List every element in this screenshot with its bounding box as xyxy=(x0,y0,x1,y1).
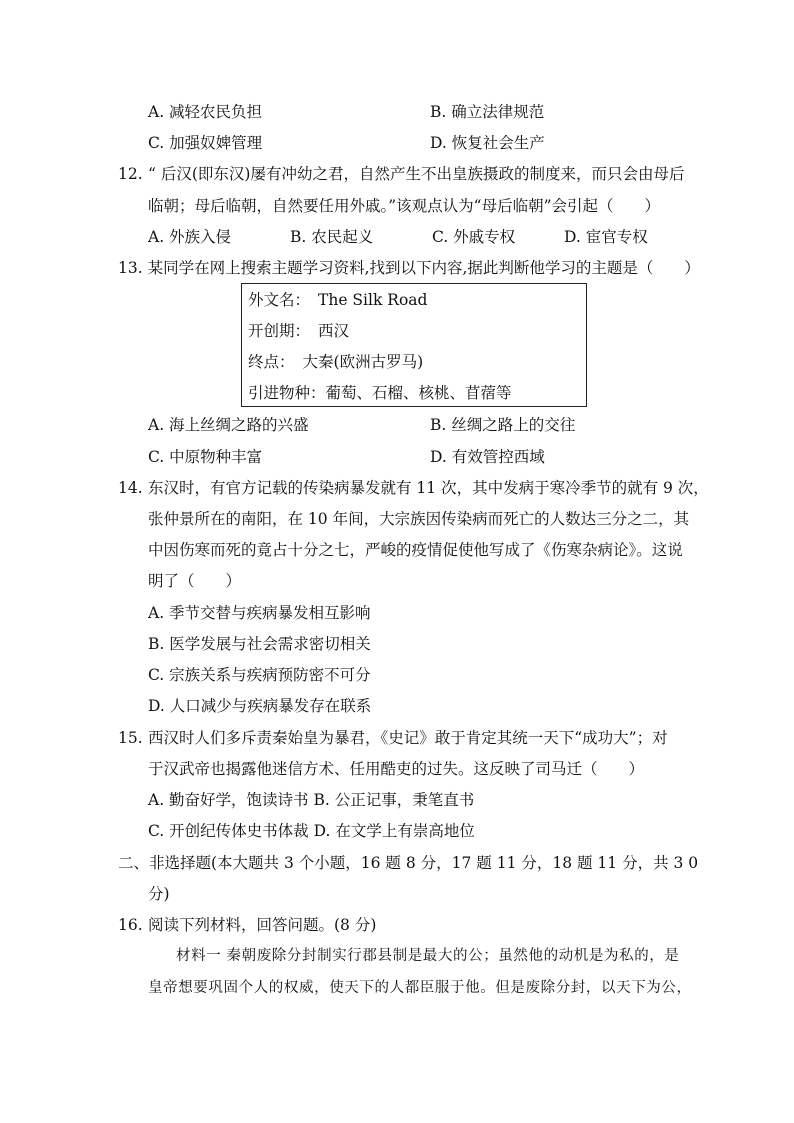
q16-number: 16. xyxy=(118,916,143,934)
q14-stem-line1: 东汉时，有官方记载的传染病暴发就有 11 次，其中发病于寒冷季节的就有 9 次， xyxy=(148,479,709,497)
q13-box-label: 外文名： xyxy=(248,291,311,309)
q13-box-value: 葡萄、石榴、核桃、苜蓿等 xyxy=(325,384,512,402)
q12-stem-line2: 临朝；母后临朝，自然要任用外戚。”该观点认为“母后临朝”会引起（ ） xyxy=(148,197,661,215)
q16-material1-line2: 皇帝想要巩固个人的权威，使天下的人都臣服于他。但是废除分封，以天下为公， xyxy=(148,980,692,996)
q14-option-c[interactable]: C. 宗族关系与疾病预防密不可分 xyxy=(148,666,371,684)
q12-number: 12. xyxy=(118,165,143,183)
q14-stem-line2: 张仲景所在的南阳，在 10 年间，大宗族因传染病而死亡的人数达三分之二，其 xyxy=(148,510,690,528)
section2-heading-line2: 分) xyxy=(148,885,170,903)
q11-option-a[interactable]: A. 减轻农民负担 xyxy=(148,103,263,121)
q13-option-d[interactable]: D. 有效管控西域 xyxy=(430,448,545,466)
q15-number: 15. xyxy=(118,729,143,747)
q15-options-cd[interactable]: C. 开创纪传体史书体裁 D. 在文学上有崇高地位 xyxy=(148,822,475,840)
q11-option-d[interactable]: D. 恢复社会生产 xyxy=(430,134,545,152)
q13-box-row-endpoint xyxy=(248,351,423,373)
section2-heading-line1: 二、非选择题(本大题共 3 个小题，16 题 8 分，17 题 11 分，18 题 11 分，共 3 0 xyxy=(118,854,699,872)
q13-option-a[interactable]: A. 海上丝绸之路的兴盛 xyxy=(148,416,309,434)
q14-option-b[interactable]: B. 医学发展与社会需求密切相关 xyxy=(148,635,371,653)
q12-stem-line1: “ 后汉(即东汉)屡有冲幼之君，自然产生不出皇族摄政的制度来，而只会由母后 xyxy=(148,165,685,183)
q15-stem-line1: 西汉时人们多斥责秦始皇为暴君，《史记》敢于肯定其统一天下“成功大”；对 xyxy=(148,729,668,747)
q14-stem-line4: 明了（ ） xyxy=(148,572,242,590)
q12-option-c[interactable]: C. 外戚专权 xyxy=(432,228,516,246)
q13-box-label: 引进物种： xyxy=(248,384,326,402)
q13-box-row-founding xyxy=(248,320,349,342)
q14-option-d[interactable]: D. 人口减少与疾病暴发存在联系 xyxy=(148,697,372,715)
q12-option-a[interactable]: A. 外族入侵 xyxy=(148,228,232,246)
q13-stem: 13. 某同学在网上搜索主题学习资料,找到以下内容,据此判断他学习的主题是（ ） xyxy=(118,259,700,277)
q13-option-c[interactable]: C. 中原物种丰富 xyxy=(148,448,263,466)
q11-option-c[interactable]: C. 加强奴婢管理 xyxy=(148,134,263,152)
q13-box-row-species xyxy=(248,382,512,404)
q14-stem-line3: 中因伤寒而死的竟占十分之七，严峻的疫情促使他写成了《伤寒杂病论》。这说 xyxy=(148,541,683,559)
q12-option-d[interactable]: D. 宦官专权 xyxy=(564,228,648,246)
q13-box-label: 终点： xyxy=(248,353,295,371)
q13-info-box xyxy=(241,283,587,407)
q12-option-b[interactable]: B. 农民起义 xyxy=(290,228,374,246)
q13-box-value: 大秦(欧洲古罗马) xyxy=(302,353,424,371)
q13-option-b[interactable]: B. 丝绸之路上的交往 xyxy=(430,416,576,434)
q13-box-row-foreign-name xyxy=(248,289,427,311)
q11-option-b[interactable]: B. 确立法律规范 xyxy=(430,103,545,121)
q13-box-label: 开创期： xyxy=(248,322,311,340)
q16-material1-line1: 材料一 秦朝废除分封制实行郡县制是最大的公；虽然他的动机是为私的，是 xyxy=(176,948,680,964)
q13-box-value: The Silk Road xyxy=(318,291,428,309)
q15-options-ab[interactable]: A. 勤奋好学，饱读诗书 B. 公正记事，秉笔直书 xyxy=(148,791,475,809)
q15-stem-line2: 于汉武帝也揭露他迷信方术、任用酷吏的过失。这反映了司马迁（ ） xyxy=(148,760,645,778)
q14-number: 14. xyxy=(118,479,143,497)
q14-option-a[interactable]: A. 季节交替与疾病暴发相互影响 xyxy=(148,604,371,622)
q16-stem: 阅读下列材料，回答问题。(8 分) xyxy=(148,916,377,934)
q13-box-value: 西汉 xyxy=(318,322,350,340)
